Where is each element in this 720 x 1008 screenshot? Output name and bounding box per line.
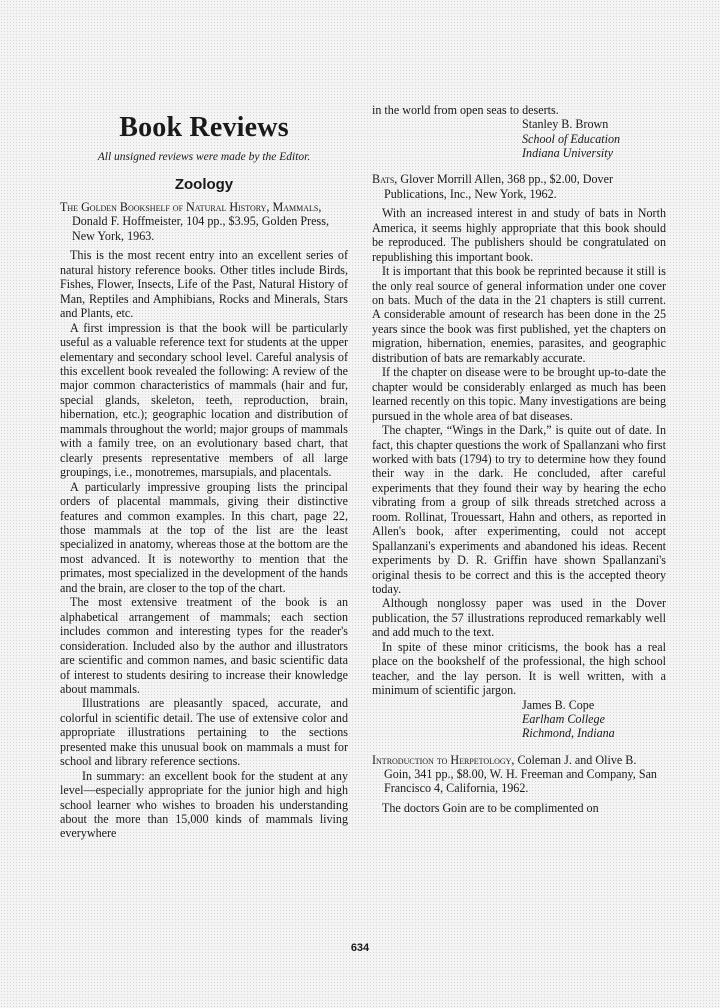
- reviewer-name: James B. Cope: [522, 697, 595, 712]
- review-paragraph: In spite of these minor criticisms, the book has a real place on the bookshelf of the professional, the high school teacher, and the lay person. It is well written, with a minimum of scientific jargon.: [372, 639, 666, 698]
- editor-note: All unsigned reviews were made by the Editor.: [97, 151, 311, 163]
- review-paragraph: Although nonglossy paper was used in the Dover publication, the 57 illustrations reproduced remarkably well and add much to the text.: [372, 596, 666, 640]
- citation-title: Bats,: [372, 172, 398, 187]
- citation-title: The Golden Bookshelf of Natural History, Mammals,: [60, 200, 322, 214]
- reviewer-signature: [522, 698, 666, 741]
- review-citation-bats: [372, 172, 666, 201]
- reviewer-affiliation: School of Education: [522, 131, 621, 146]
- reviewer-name: Stanley B. Brown: [522, 117, 609, 132]
- review-paragraph: A particularly impressive grouping lists the principal orders of placental mammals, giving their distinctive features and common examples. In this chart, page 22, those mammals at the top of the list are the least specialized in anatomy, whereas those at the bottom are the most advanced. It is noteworthy to mention that the primates, most specialized in the development of the hands and the brain, are closer to the top of the chart.: [60, 479, 348, 595]
- review-paragraph: In summary: an excellent book for the student at any level—especially appropriate for the junior high and high school learner who wishes to broaden his understanding about the more than 15,000 kinds of mammals living everywhere: [60, 768, 348, 841]
- section-heading-zoology: Zoology: [174, 176, 234, 193]
- review-paragraph: It is important that this book be reprinted because it still is the only real source of general information under one cover on bats. Much of the data in the 21 chapters is still current. A considerable amount of research has been done in the 25 years since the book was first published, yet the chapters on migration, hibernation, enemies, parasites, and geographic distribution of bats are remarkably accurate.: [372, 264, 666, 365]
- review-paragraph: The chapter, “Wings in the Dark,” is quite out of date. In fact, this chapter questions the work of Spallanzani who first worked with bats (1794) to try to determine how they found their way in the dark. He concluded, after careful experiments that they found their way by hearing the echo vibrating from a group of silk threads stretched across a room. Rollinat, Trouessart, Hahn and others, as reported in Allen's book, after experimenting, could not accept Spallanzani's experiments and abandoned his ideas. Recent experiments by D. R. Griffin have shown Spallanzani's original thesis to be correct and this is the accepted theory today.: [372, 423, 666, 597]
- continued-text: in the world from open seas to deserts.: [372, 103, 559, 117]
- right-column: [372, 103, 666, 815]
- reviewer-affiliation: Earlham College: [522, 711, 605, 726]
- reviewer-location: Indiana University: [522, 146, 614, 161]
- reviewer-signature: [522, 117, 666, 160]
- review-paragraph: This is the most recent entry into an excellent series of natural history reference books. Other titles include Birds, Fishes, Flower, Insects, Life of the Past, Natural History of Man, Reptiles and Amphibians, Rocks and Minerals, Stars and Plants, etc.: [60, 248, 348, 321]
- citation-details: Donald F. Hoffmeister, 104 pp., $3.95, Golden Press, New York, 1963.: [72, 214, 329, 243]
- citation-details: Glover Morrill Allen, 368 pp., $2.00, Dover Publications, Inc., New York, 1962.: [384, 172, 613, 201]
- page-title: Book Reviews: [119, 112, 289, 143]
- reviewer-location: Richmond, Indiana: [522, 726, 615, 741]
- review-paragraph: With an increased interest in and study of bats in North America, it seems highly appropriate that this book should be reproduced. The publishers should be congratulated on republishing this important book.: [372, 206, 666, 264]
- citation-details: Coleman J. and Olive B. Goin, 341 pp., $8.00, W. H. Freeman and Company, San Francisco 4, California, 1962.: [384, 752, 657, 796]
- review-paragraph: The doctors Goin are to be complimented on: [382, 800, 599, 815]
- page-number: 634: [350, 942, 370, 954]
- citation-title: Introduction to Herpetology,: [372, 752, 515, 767]
- left-column: [60, 104, 348, 841]
- review-paragraph: A first impression is that the book will be particularly useful as a valuable reference text for students at the upper elementary and secondary school level. Careful analysis of this excellent book revealed the following: A review of the major common characteristics of mammals (hair and fur, special glands, skeleton, teeth, reproduction, brain, hibernation, etc.); geographic location and distribution of mammals throughout the world; major groups of mammals with a family tree, on an evolutionary based chart, that clearly presents representative members of all large groupings, i.e., monotremes, marsupials, and placentals.: [60, 320, 348, 480]
- review-citation-herpetology: [372, 753, 666, 796]
- review-paragraph: The most extensive treatment of the book is an alphabetical arrangement of mammals; each section includes common and interesting types for the reader's consideration. Included also by the author and illustrators are scientific and common names, and basic scientific data of interest to students desiring to increase their knowledge about mammals.: [60, 595, 348, 696]
- review-citation-mammals: [60, 200, 348, 243]
- review-paragraph: If the chapter on disease were to be brought up-to-date the chapter would be considerably enlarged as much has been learned recently on this topic. Many investigations are being pursued in the whole area of bat diseases.: [372, 365, 666, 423]
- review-paragraph: Illustrations are pleasantly spaced, accurate, and colorful in scientific detail. The use of extensive color and appropriate illustrations pertaining to the sections presented make this unusual book on mammals a must for school and library reference sections.: [60, 696, 348, 769]
